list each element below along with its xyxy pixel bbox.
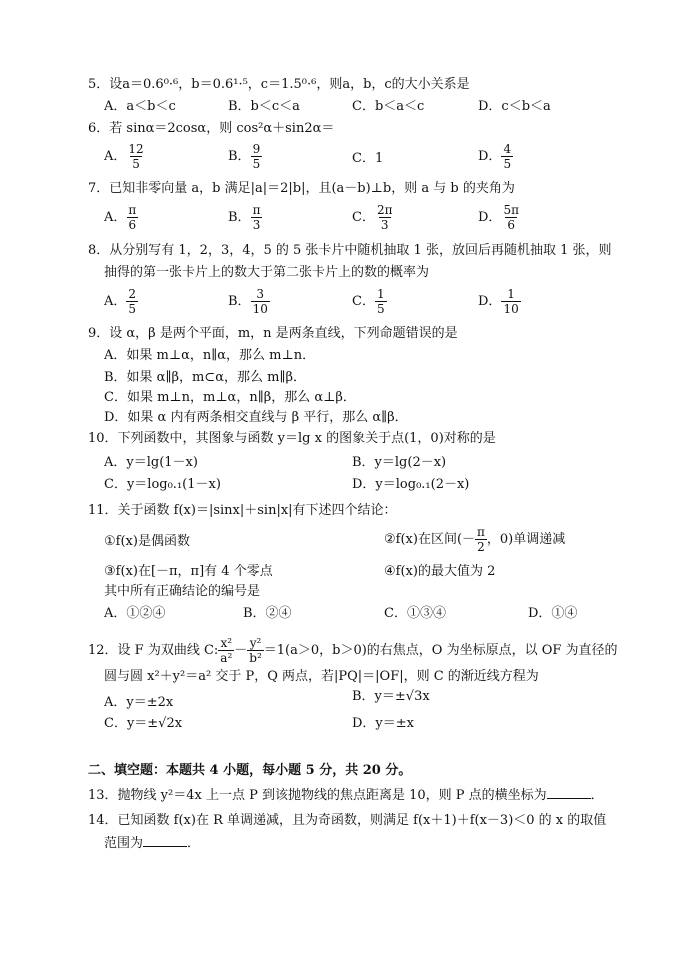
q10-stem: 10．下列函数中，其图象与函数 y＝lg x 的图象关于点(1，0)对称的是 — [88, 431, 496, 446]
q5-option-c: C．b＜a＜c — [352, 99, 425, 114]
q8-stem-line2: 抽得的第一张卡片上的数大于第二张卡片上的数的概率为 — [104, 265, 430, 280]
q11-option-b: B．②④ — [243, 606, 292, 621]
fraction: $\frac{\text{x²}}{\text{a²}}$ — [220, 636, 233, 665]
fraction: $\frac{3}{10}$ — [252, 287, 268, 316]
q6-option-c: C．1 — [352, 151, 384, 166]
q10-option-b: B．y＝lg(2－x) — [352, 455, 447, 470]
fraction: $\frac{\pi}{6}$ — [128, 203, 137, 232]
q7-option-d: D． $\frac{5\pi}{6}$ — [478, 203, 519, 232]
fraction: $\frac{5\pi}{6}$ — [503, 203, 519, 232]
q12-option-d: D．y＝±x — [352, 716, 414, 731]
q11-statement-2: ②f(x)在区间(－ $\frac{\pi}{2}$ ，0)单调递减 — [384, 525, 566, 554]
q5-option-d: D．c＜b＜a — [478, 99, 551, 114]
q9-option-c: C．如果 m⊥n，m⊥α，n∥β，那么 α⊥β． — [104, 390, 356, 405]
q11-option-d: D．①④ — [528, 606, 578, 621]
q11-statement-3: ③f(x)在[－π，π]有 4 个零点 — [104, 564, 273, 579]
q11-statement-4: ④f(x)的最大值为 2 — [384, 564, 496, 579]
q12-option-b: B．y＝±√3x — [352, 689, 430, 704]
q12-stem-line1: 12．设 F 为双曲线 C: $\frac{\text{x²}}{\text{a²}}$ － $\frac{\text{y²}}{\text{b²}}$ ＝1(a＞0，b＞0)的右焦点，O 为坐标原点，以 OF 为直径的 — [88, 636, 618, 665]
q10-option-a: A．y＝lg(1－x) — [104, 455, 198, 470]
q5-stem: 5．设a＝0.6⁰·⁶，b＝0.6¹·⁵，c＝1.5⁰·⁶，则a，b，c的大小关系是 — [88, 77, 470, 92]
fraction: $\frac{4}{5}$ — [503, 142, 512, 171]
q12-stem-line2: 圆与圆 x²＋y²＝a² 交于 P，Q 两点，若|PQ|＝|OF|，则 C 的渐近线方程为 — [104, 669, 539, 684]
fraction: $\frac{\pi}{3}$ — [252, 203, 261, 232]
q11-stem: 11．关于函数 f(x)＝|sinx|＋sin|x|有下述四个结论： — [88, 503, 397, 518]
q10-option-d: D．y＝log₀.₁(2－x) — [352, 477, 470, 492]
q5-option-a: A．a＜b＜c — [104, 99, 176, 114]
q6-option-b: B． $\frac{9}{5}$ — [228, 142, 261, 171]
fraction: $\frac{1}{10}$ — [503, 287, 519, 316]
answer-blank — [143, 834, 187, 847]
q7-stem: 7．已知非零向量 a，b 满足|a|＝2|b|，且(a－b)⊥b，则 a 与 b 的夹角为 — [88, 181, 515, 196]
q10-option-c: C．y＝log₀.₁(1－x) — [104, 477, 221, 492]
q8-stem-line1: 8．从分别写有 1，2，3，4，5 的 5 张卡片中随机抽取 1 张，放回后再随机抽取 1 张，则 — [88, 243, 612, 258]
q11-option-c: C．①③④ — [384, 606, 446, 621]
q14-stem-line2: 范围为 ． — [104, 836, 201, 851]
fraction: $\frac{\text{y²}}{\text{b²}}$ — [249, 636, 262, 665]
section-2-heading: 二、填空题：本题共 4 小题，每小题 5 分，共 20 分。 — [88, 763, 412, 778]
q11-note: 其中所有正确结论的编号是 — [104, 584, 261, 599]
fraction: $\frac{\pi}{2}$ — [477, 525, 485, 554]
fraction: $\frac{2}{5}$ — [128, 287, 137, 316]
answer-blank — [547, 786, 591, 799]
q7-option-b: B． $\frac{\pi}{3}$ — [228, 203, 261, 232]
q6-option-a: A． $\frac{12}{5}$ — [104, 142, 144, 171]
q5-option-b: B．b＜c＜a — [228, 99, 300, 114]
q9-stem: 9．设 α，β 是两个平面，m，n 是两条直线，下列命题错误的是 — [88, 326, 458, 341]
q11-statement-1: ①f(x)是偶函数 — [104, 534, 190, 549]
q9-option-a: A．如果 m⊥α，n∥α，那么 m⊥n． — [104, 348, 316, 363]
q13-stem: 13．抛物线 y²＝4x 上一点 P 到该抛物线的焦点距离是 10，则 P 点的横坐标为 ． — [88, 788, 604, 803]
q8-option-c: C． $\frac{1}{5}$ — [352, 287, 385, 316]
q6-option-d: D． $\frac{4}{5}$ — [478, 142, 512, 171]
q12-option-a: A．y＝±2x — [104, 695, 174, 710]
q7-option-a: A． $\frac{\pi}{6}$ — [104, 203, 137, 232]
q9-option-b: B．如果 α∥β，m⊂α，那么 m∥β． — [104, 370, 306, 385]
q14-stem-line1: 14．已知函数 f(x)在 R 单调递减，且为奇函数，则满足 f(x＋1)＋f(x－3)＜0 的 x 的取值 — [88, 813, 607, 828]
q8-option-a: A． $\frac{2}{5}$ — [104, 287, 137, 316]
q9-option-d: D．如果 α 内有两条相交直线与 β 平行，那么 α∥β． — [104, 410, 408, 425]
fraction: $\frac{2\pi}{3}$ — [376, 203, 393, 232]
q8-option-b: B． $\frac{3}{10}$ — [228, 287, 268, 316]
fraction: $\frac{12}{5}$ — [128, 142, 144, 171]
q8-option-d: D． $\frac{1}{10}$ — [478, 287, 519, 316]
q12-option-c: C．y＝±√2x — [104, 716, 183, 731]
q11-option-a: A．①②④ — [104, 606, 166, 621]
fraction: $\frac{1}{5}$ — [376, 287, 385, 316]
fraction: $\frac{9}{5}$ — [252, 142, 261, 171]
q7-option-c: C． $\frac{2\pi}{3}$ — [352, 203, 393, 232]
q6-stem: 6．若 sinα＝2cosα，则 cos²α＋sin2α＝ — [88, 121, 335, 136]
